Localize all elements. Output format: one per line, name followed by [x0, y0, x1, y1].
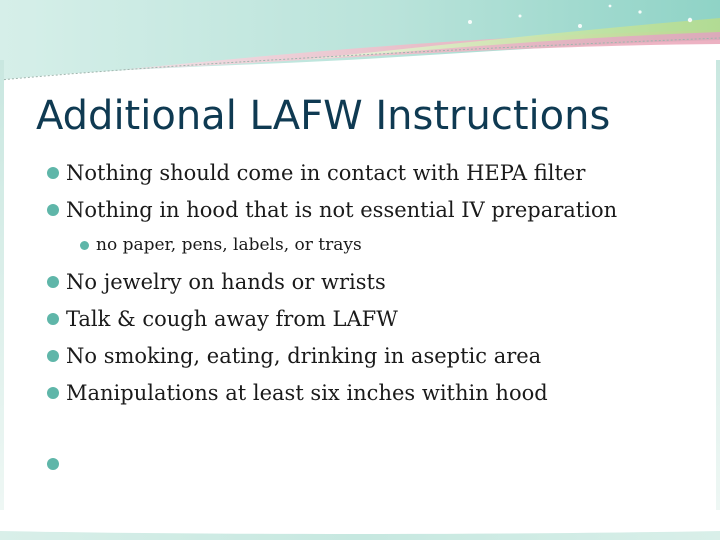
bullet-text: Nothing in hood that is not essential IV preparation: [66, 198, 618, 222]
bullet-marker-icon: [47, 313, 59, 325]
decorative-wave-banner: [0, 0, 720, 90]
slide-title: Additional LAFW Instructions: [36, 93, 611, 139]
bullet-marker-icon: [47, 458, 59, 470]
bullet-text: Manipulations at least six inches within hood: [66, 381, 548, 405]
left-frame-border: [0, 60, 4, 510]
bullet-item: [47, 341, 541, 371]
bullet-marker-icon: [47, 350, 59, 362]
bullet-marker-icon: [47, 204, 59, 216]
bullet-item: [47, 378, 548, 408]
bullet-text: Talk & cough away from LAFW: [66, 307, 398, 331]
bullet-item: [47, 158, 585, 188]
bullet-text: No jewelry on hands or wrists: [66, 270, 386, 294]
bullet-text: no paper, pens, labels, or trays: [96, 235, 362, 255]
bullet-item: [47, 267, 386, 297]
sub-bullet-item: [80, 233, 362, 257]
bullet-item: [47, 195, 617, 225]
bullet-marker-icon: [47, 167, 59, 179]
bottom-frame-border: [0, 505, 720, 540]
bullet-item: [47, 304, 398, 334]
bullet-marker-icon: [47, 276, 59, 288]
bullet-text: Nothing should come in contact with HEPA filter: [66, 161, 586, 185]
bullet-marker-icon: [80, 241, 89, 250]
empty-bullet-item: [47, 449, 66, 479]
right-frame-border: [716, 60, 720, 510]
bullet-text: No smoking, eating, drinking in aseptic area: [66, 344, 542, 368]
bullet-marker-icon: [47, 387, 59, 399]
